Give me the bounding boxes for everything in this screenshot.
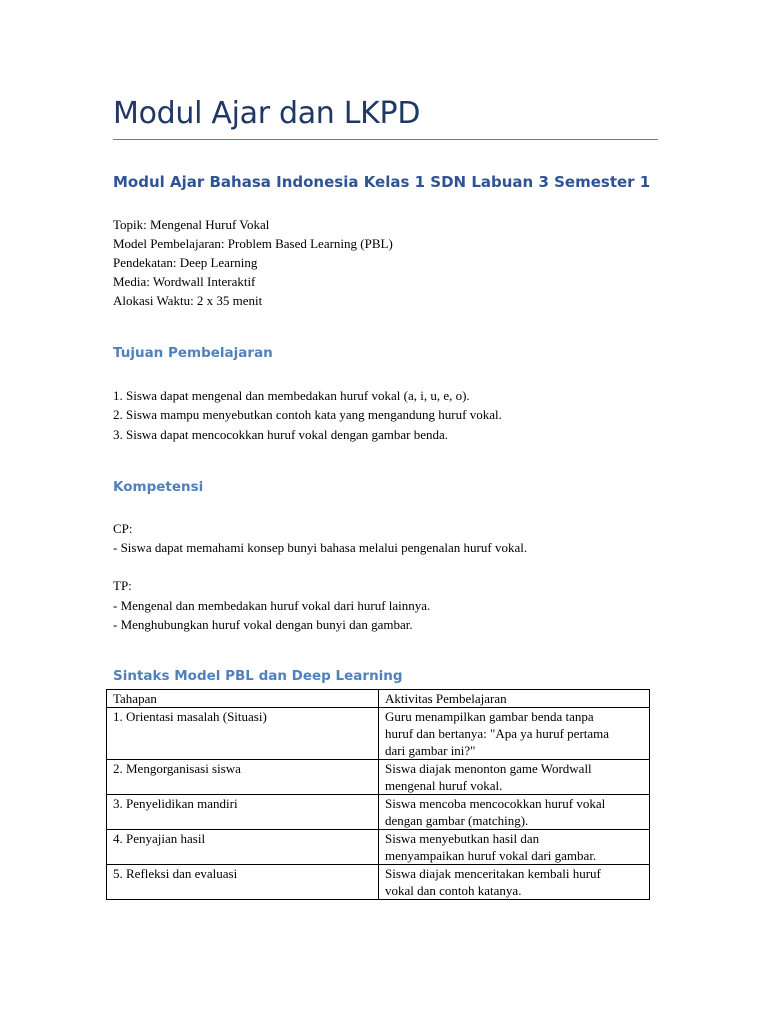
aktivitas-cell (379, 830, 650, 865)
info-pendekatan: Pendekatan: Deep Learning (113, 255, 258, 270)
aktivitas-line: dengan gambar (matching). (385, 813, 529, 828)
cp-item: - Siswa dapat memahami konsep bunyi bahasa melalui pengenalan huruf vokal. (113, 540, 528, 555)
table-header-row (107, 690, 650, 708)
table-row (107, 830, 650, 865)
aktivitas-cell (379, 760, 650, 795)
tujuan-heading: Tujuan Pembelajaran (113, 345, 273, 361)
tp-label: TP: (113, 578, 132, 593)
cp-label: CP: (113, 521, 133, 536)
info-model: Model Pembelajaran: Problem Based Learning (PBL) (113, 236, 393, 251)
table-row (107, 760, 650, 795)
aktivitas-line: dari gambar ini?" (385, 743, 476, 758)
aktivitas-cell (379, 708, 650, 760)
aktivitas-line: Siswa mencoba mencocokkan huruf vokal (385, 796, 606, 811)
tujuan-item: 3. Siswa dapat mencocokkan huruf vokal dengan gambar benda. (113, 427, 449, 442)
tujuan-item: 2. Siswa mampu menyebutkan contoh kata yang mengandung huruf vokal. (113, 407, 502, 422)
tahapan-cell: 1. Orientasi masalah (Situasi) (107, 708, 379, 760)
aktivitas-line: mengenal huruf vokal. (385, 778, 503, 793)
sintaks-heading: Sintaks Model PBL dan Deep Learning (113, 668, 403, 684)
document-title: Modul Ajar dan LKPD (113, 96, 421, 131)
aktivitas-line: Siswa menyebutkan hasil dan (385, 831, 540, 846)
module-heading: Modul Ajar Bahasa Indonesia Kelas 1 SDN Labuan 3 Semester 1 (113, 173, 651, 191)
table-row (107, 795, 650, 830)
aktivitas-line: huruf dan bertanya: "Apa ya huruf pertama (385, 726, 610, 741)
aktivitas-line: menyampaikan huruf vokal dari gambar. (385, 848, 597, 863)
aktivitas-cell (379, 795, 650, 830)
title-divider (113, 139, 658, 140)
tahapan-cell: 4. Penyajian hasil (107, 830, 379, 865)
aktivitas-line: vokal dan contoh katanya. (385, 883, 522, 898)
tahapan-cell: 3. Penyelidikan mandiri (107, 795, 379, 830)
tujuan-item: 1. Siswa dapat mengenal dan membedakan huruf vokal (a, i, u, e, o). (113, 388, 470, 403)
tahapan-cell: 5. Refleksi dan evaluasi (107, 865, 379, 900)
column-header-aktivitas: Aktivitas Pembelajaran (379, 690, 650, 708)
aktivitas-line: Siswa diajak menceritakan kembali huruf (385, 866, 601, 881)
kompetensi-heading: Kompetensi (113, 479, 204, 495)
aktivitas-line: Siswa diajak menonton game Wordwall (385, 761, 592, 776)
column-header-tahapan: Tahapan (107, 690, 379, 708)
table-row (107, 865, 650, 900)
info-topik: Topik: Mengenal Huruf Vokal (113, 217, 270, 232)
tahapan-cell: 2. Mengorganisasi siswa (107, 760, 379, 795)
info-media: Media: Wordwall Interaktif (113, 274, 256, 289)
info-alokasi: Alokasi Waktu: 2 x 35 menit (113, 293, 263, 308)
table-row (107, 708, 650, 760)
tp-item: - Mengenal dan membedakan huruf vokal dari huruf lainnya. (113, 598, 431, 613)
sintaks-table (106, 689, 650, 900)
tp-item: - Menghubungkan huruf vokal dengan bunyi dan gambar. (113, 617, 413, 632)
aktivitas-cell (379, 865, 650, 900)
aktivitas-line: Guru menampilkan gambar benda tanpa (385, 709, 594, 724)
